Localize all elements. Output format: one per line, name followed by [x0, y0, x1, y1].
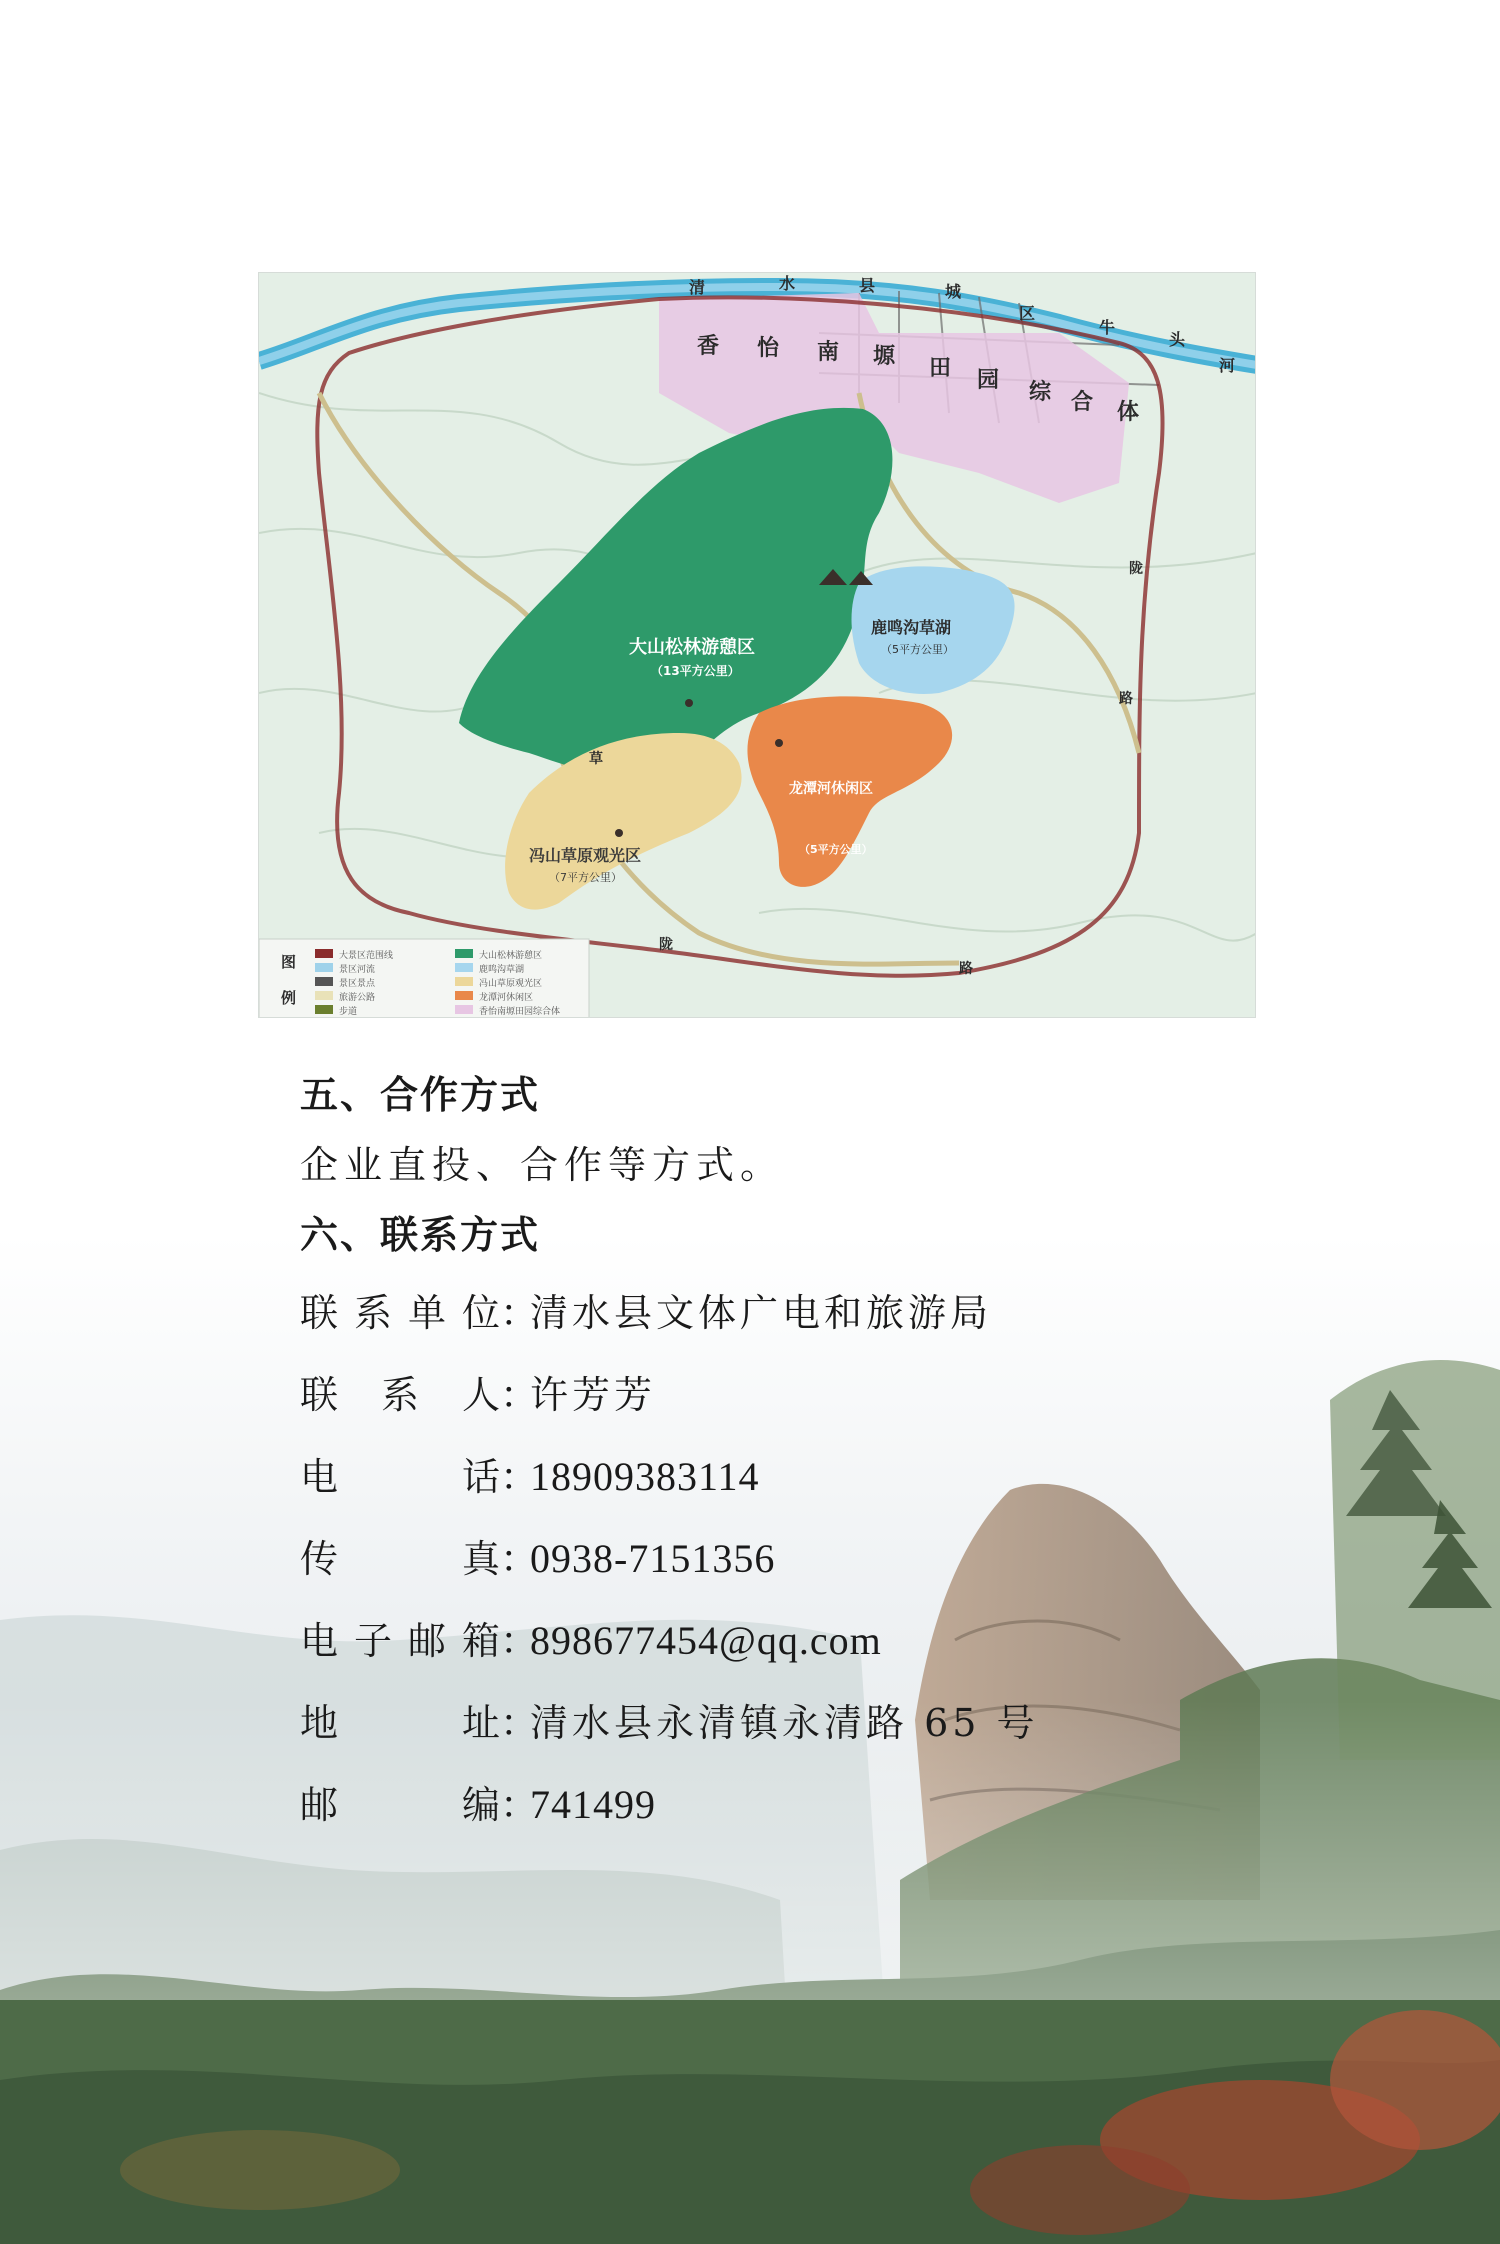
map-label-cheng: 城 — [945, 282, 962, 301]
contact-row-unit — [300, 1282, 1300, 1364]
legend-swatch — [315, 1005, 333, 1014]
contact-label — [300, 1364, 500, 1419]
contact-row-address — [300, 1692, 1300, 1774]
legend-swatch — [315, 949, 333, 958]
contact-row-person — [300, 1364, 1300, 1446]
contact-label — [300, 1282, 500, 1337]
legend-label: 大山松林游憩区 — [479, 951, 543, 961]
contact-row-postcode — [300, 1774, 1300, 1856]
legend-swatch — [455, 991, 473, 1000]
map-label-shui: 水 — [779, 274, 796, 293]
town-label-7: 综 — [1029, 379, 1052, 405]
forest-zone-area: （13平方公里） — [651, 664, 740, 678]
legend-swatch — [455, 963, 473, 972]
contact-row-phone — [300, 1446, 1300, 1528]
legend-label: 鹿鸣沟草湖 — [479, 965, 525, 975]
road-char-4: 陇 — [659, 937, 673, 953]
town-label-6: 园 — [977, 367, 1000, 393]
legend-swatch — [455, 1005, 473, 1014]
contact-person-value: 许芳芳 — [530, 1373, 657, 1417]
contact-unit-value: 清水县文体广电和旅游局 — [530, 1291, 993, 1335]
label-char: 系 — [380, 1373, 419, 1417]
road-char-1: 陇 — [1129, 561, 1143, 577]
road-char-5: 路 — [959, 961, 973, 977]
scenic-area-map — [258, 272, 1256, 1018]
map-label-niu: 牛 — [1099, 318, 1116, 337]
grass-zone-area: （7平方公里） — [549, 871, 622, 884]
canyon-zone-label: 龙潭河休闲区 — [789, 781, 873, 797]
label-char: 联 — [300, 1291, 339, 1335]
town-label-1: 香 — [697, 333, 720, 359]
label-char: 编 — [461, 1783, 500, 1827]
town-label-2: 怡 — [757, 335, 780, 361]
canyon-zone-area: （5平方公里） — [799, 843, 873, 856]
legend-label: 大景区范围线 — [339, 951, 394, 961]
label-char: 邮 — [407, 1619, 446, 1663]
map-label-tou: 头 — [1169, 330, 1186, 349]
map-label-qing: 清 — [689, 278, 706, 297]
contact-row-fax — [300, 1528, 1300, 1610]
colon: ： — [500, 1373, 539, 1417]
section5-text: 企业直投、合作等方式。 — [300, 1143, 785, 1187]
label-char: 真 — [461, 1537, 500, 1581]
contact-email-value: 898677454@qq.com — [530, 1618, 882, 1663]
contact-postcode-value: 741499 — [530, 1782, 656, 1827]
legend-label: 景区景点 — [339, 979, 376, 989]
town-label-5: 田 — [929, 355, 952, 381]
legend-label: 旅游公路 — [339, 993, 376, 1003]
map-legend — [259, 939, 589, 1018]
colon: ： — [500, 1455, 539, 1499]
contact-label — [300, 1774, 500, 1829]
label-char: 位 — [461, 1291, 500, 1335]
label-char: 单 — [407, 1291, 446, 1335]
content-block — [300, 1060, 1300, 1856]
lake-zone-label: 鹿鸣沟草湖 — [871, 618, 952, 637]
label-char: 地 — [300, 1701, 339, 1745]
label-char: 传 — [300, 1537, 339, 1581]
colon: ： — [500, 1291, 539, 1335]
grass-zone-label: 冯山草原观光区 — [529, 846, 642, 865]
contact-label — [300, 1446, 500, 1501]
contact-address-value: 清水县永清镇永清路 65 号 — [530, 1701, 1039, 1745]
map-label-qu: 区 — [1019, 304, 1036, 323]
label-char: 系 — [353, 1291, 392, 1335]
lake-zone-area: （5平方公里） — [881, 643, 954, 656]
section5-heading: 五、合作方式 — [300, 1072, 541, 1117]
contact-label — [300, 1528, 500, 1583]
legend-label: 香怡南塬田园综合体 — [479, 1007, 561, 1017]
colon: ： — [500, 1783, 539, 1827]
contact-label — [300, 1610, 500, 1665]
legend-swatch — [455, 977, 473, 986]
town-label-4: 塬 — [873, 343, 896, 369]
colon: ： — [500, 1619, 539, 1663]
label-char: 邮 — [300, 1783, 339, 1827]
legend-label: 景区河流 — [339, 965, 376, 975]
label-char: 话 — [461, 1455, 500, 1499]
legend-swatch — [315, 963, 333, 972]
contact-phone-value: 18909383114 — [530, 1454, 760, 1499]
section6-heading: 六、联系方式 — [300, 1212, 541, 1257]
town-label-8: 合 — [1071, 389, 1094, 415]
label-char: 电 — [300, 1619, 339, 1663]
legend-title-1: 图 — [281, 953, 297, 971]
legend-label: 步道 — [339, 1007, 358, 1017]
legend-title-2: 例 — [281, 989, 297, 1007]
town-label-9: 体 — [1117, 399, 1140, 425]
legend-label: 冯山草原观光区 — [479, 979, 543, 989]
legend-swatch — [315, 977, 333, 986]
label-char: 电 — [300, 1455, 339, 1499]
map-label-he: 河 — [1219, 356, 1236, 375]
road-char-2: 草 — [589, 751, 603, 767]
label-char: 子 — [353, 1619, 392, 1663]
forest-zone-label: 大山松林游憩区 — [629, 637, 755, 658]
road-char-3: 路 — [1119, 691, 1133, 707]
label-char: 人 — [461, 1373, 500, 1417]
label-char: 址 — [461, 1701, 500, 1745]
colon: ： — [500, 1701, 539, 1745]
town-label-3: 南 — [817, 339, 840, 365]
label-char: 箱 — [461, 1619, 500, 1663]
contact-label — [300, 1692, 500, 1747]
legend-label: 龙潭河休闲区 — [479, 993, 534, 1003]
contact-row-email — [300, 1610, 1300, 1692]
map-label-xian: 县 — [859, 276, 876, 295]
colon: ： — [500, 1537, 539, 1581]
contact-fax-value: 0938-7151356 — [530, 1536, 776, 1581]
legend-swatch — [315, 991, 333, 1000]
legend-swatch — [455, 949, 473, 958]
label-char: 联 — [300, 1373, 339, 1417]
